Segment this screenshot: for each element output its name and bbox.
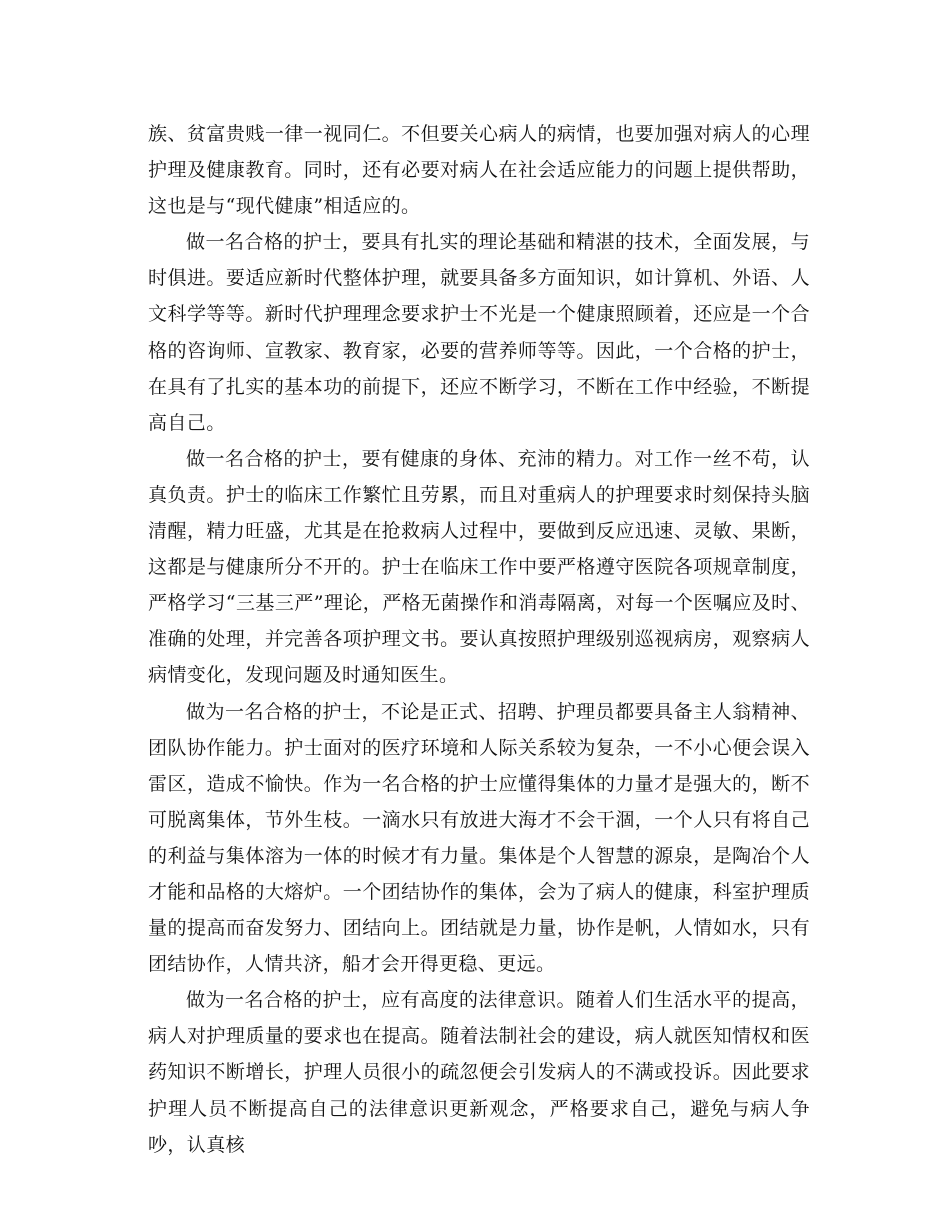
paragraph-3: 做一名合格的护士，要有健康的身体、充沛的精力。对工作一丝不苟，认真负责。护士的临床工作繁忙且劳累，而且对重病人的护理要求时刻保持头脑清醒，精力旺盛，尤其是在抢救病人过程中，要做到反应迅速、灵敏、果断，这都是与健康所分不开的。护士在临床工作中要严格遵守医院各项规章制度，严格学习“三基三严”理论，严格无菌操作和消毒隔离，对每一个医嘱应及时、准确的处理，并完善各项护理文书。要认真按照护理级别巡视病房，观察病人病情变化，发现问题及时通知医生。 — [148, 447, 810, 687]
paragraph-4: 做为一名合格的护士，不论是正式、招聘、护理员都要具备主人翁精神、团队协作能力。护士面对的医疗环境和人际关系较为复杂，一不小心便会误入雷区，造成不愉快。作为一名合格的护士应懂得集体的力量才是强大的，断不可脱离集体，节外生枝。一滴水只有放进大海才不会干涸，一个人只有将自己的利益与集体溶为一体的时候才有力量。集体是个人智慧的源泉，是陶冶个人才能和品格的大熔炉。一个团结协作的集体，会为了病人的健康，科室护理质量的提高而奋发努力、团结向上。团结就是力量，协作是帆，人情如水，只有团结协作，人情共济，船才会开得更稳、更远。 — [148, 700, 810, 976]
paragraph-2: 做一名合格的护士，要具有扎实的理论基础和精湛的技术，全面发展，与时俱进。要适应新时代整体护理，就要具备多方面知识，如计算机、外语、人文科学等等。新时代护理理念要求护士不光是一个健康照顾着，还应是一个合格的咨询师、宣教家、教育家，必要的营养师等等。因此，一个合格的护士，在具有了扎实的基本功的前提下，还应不断学习，不断在工作中经验，不断提高自己。 — [148, 231, 810, 434]
paragraph-5: 做为一名合格的护士，应有高度的法律意识。随着人们生活水平的提高，病人对护理质量的要求也在提高。随着法制社会的建设，病人就医知情权和医药知识不断增长，护理人员很小的疏忽便会引发病人的不满或投诉。因此要求护理人员不断提高自己的法律意识更新观念，严格要求自己，避免与病人争吵，认真核 — [148, 989, 810, 1156]
paragraph-1: 族、贫富贵贱一律一视同仁。不但要关心病人的病情，也要加强对病人的心理护理及健康教育。同时，还有必要对病人在社会适应能力的问题上提供帮助，这也是与“现代健康”相适应的。 — [148, 123, 810, 218]
document-body — [148, 116, 810, 1163]
